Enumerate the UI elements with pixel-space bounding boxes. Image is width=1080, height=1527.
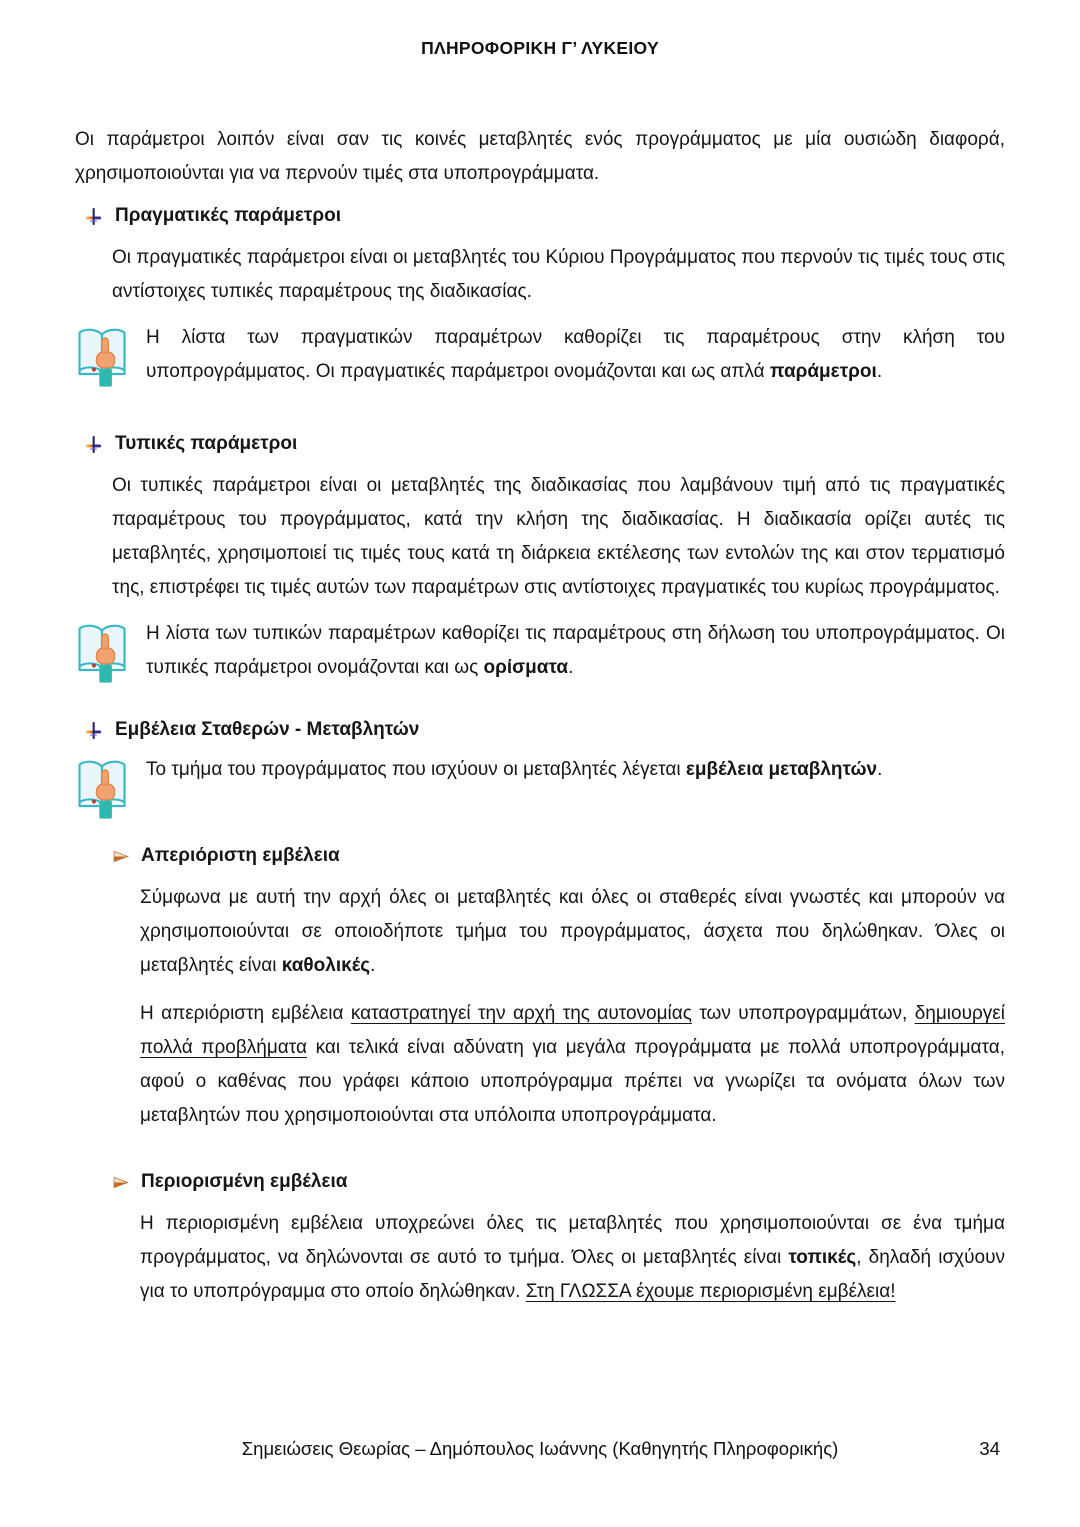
- note-text: Η λίστα των τυπικών παραμέτρων καθορίζει τις παραμέτρους στη δήλωση του υποπρογράμματος. Οι τυπικές παράμετροι ονομάζονται και ως ορίσματα.: [146, 623, 1005, 678]
- section-heading-label: Τυπικές παράμετροι: [115, 433, 298, 454]
- subsection-heading-unlimited: [113, 845, 1005, 867]
- subsection-heading-label: Απεριόριστη εμβέλεια: [141, 845, 340, 866]
- note-text: Η λίστα των πραγματικών παραμέτρων καθορίζει τις παραμέτρους στην κλήση του υποπρογράμματος. Οι πραγματικές παράμετροι ονομάζονται και ως απλά παράμετροι.: [146, 327, 1005, 382]
- section-heading-real-params: [85, 205, 1005, 227]
- formal-params-body: Οι τυπικές παράμετροι είναι οι μεταβλητές της διαδικασίας που λαμβάνουν τιμή από τις πραγματικές παραμέτρους του προγράμματος, κατά την κλήση της διαδικασίας. Η διαδικασία ορίζει αυτές τις μεταβλητές, χρησιμοποιεί τις τιμές τους κατά τη διάρκεια εκτέλεσης των εντολών της και στον τερματισμό της, επιστρέφει τις τιμές αυτών των παραμέτρων στις αντίστοιχες πραγματικές του κυρίως προγράμματος.: [112, 475, 1005, 598]
- limited-paragraph-1: Η περιορισμένη εμβέλεια υποχρεώνει όλες τις μεταβλητές που χρησιμοποιούνται σε ένα τμήμα προγράμματος, να δηλώνονται σε αυτό το τμήμα. Όλες οι μεταβλητές είναι τοπικές, δηλαδή ισχύουν για το υποπρόγραμμα στο οποίο δηλώθηκαν. Στη ΓΛΩΣΣΑ έχουμε περιορισμένη εμβέλεια!: [140, 1213, 1005, 1302]
- page-number: 34: [979, 1438, 1000, 1459]
- plus-bullet-icon: [85, 435, 102, 454]
- subsection-heading-limited: [113, 1171, 1005, 1193]
- note-block: [75, 617, 1005, 685]
- open-book-hand-icon: [75, 619, 129, 685]
- unlimited-paragraph-2: Η απεριόριστη εμβέλεια καταστρατηγεί την αρχή της αυτονομίας των υποπρογραμμάτων, δημιουργεί πολλά προβλήματα και τελικά είναι αδύνατη για μεγάλα προγράμματα με πολλά υποπρογράμματα, αφού ο καθένας που γράφει κάποιο υποπρόγραμμα πρέπει να γνωρίζει τα ονόματα όλων των μεταβλητών που χρησιμοποιούνται στα υπόλοιπα υποπρογράμματα.: [140, 1003, 1006, 1126]
- subsection-heading-label: Περιορισμένη εμβέλεια: [141, 1171, 348, 1192]
- plus-bullet-icon: [85, 207, 102, 226]
- footer-text: Σημειώσεις Θεωρίας – Δημόπουλος Ιωάννης (Καθηγητής Πληροφορικής): [241, 1438, 839, 1459]
- page-title: ΠΛΗΡΟΦΟΡΙΚΗ Γ’ ΛΥΚΕΙΟΥ: [421, 38, 659, 58]
- open-book-hand-icon: [75, 323, 129, 389]
- section-heading-scope: [85, 719, 1005, 741]
- note-text: Το τμήμα του προγράμματος που ισχύουν οι μεταβλητές λέγεται εμβέλεια μεταβλητών.: [146, 759, 883, 780]
- note-block: [75, 321, 1005, 389]
- unlimited-paragraph-1: Σύμφωνα με αυτή την αρχή όλες οι μεταβλητές και όλες οι σταθερές είναι γνωστές και μπορούν να χρησιμοποιούνται σε οποιοδήποτε τμήμα του προγράμματος, άσχετα που δηλώθηκαν. Όλες οι μεταβλητές είναι καθολικές.: [140, 887, 1005, 976]
- page-footer: [75, 1438, 1005, 1460]
- intro-paragraph: Οι παράμετροι λοιπόν είναι σαν τις κοινές μεταβλητές ενός προγράμματος με μία ουσιώδη διαφορά, χρησιμοποιούνται για να περνούν τιμές στα υποπρογράμματα.: [75, 129, 1005, 184]
- plus-bullet-icon: [85, 721, 102, 740]
- note-block: [75, 753, 1005, 821]
- section-heading-label: Πραγματικές παράμετροι: [115, 205, 342, 226]
- arrow-right-icon: [113, 1174, 130, 1191]
- real-params-body: Οι πραγματικές παράμετροι είναι οι μεταβλητές του Κύριου Προγράμματος που περνούν τις τιμές τους στις αντίστοιχες τυπικές παραμέτρους της διαδικασίας.: [112, 247, 1005, 302]
- section-heading-label: Εμβέλεια Σταθερών - Μεταβλητών: [115, 719, 420, 740]
- open-book-hand-icon: [75, 755, 129, 821]
- arrow-right-icon: [113, 848, 130, 865]
- section-heading-formal-params: [85, 433, 1005, 455]
